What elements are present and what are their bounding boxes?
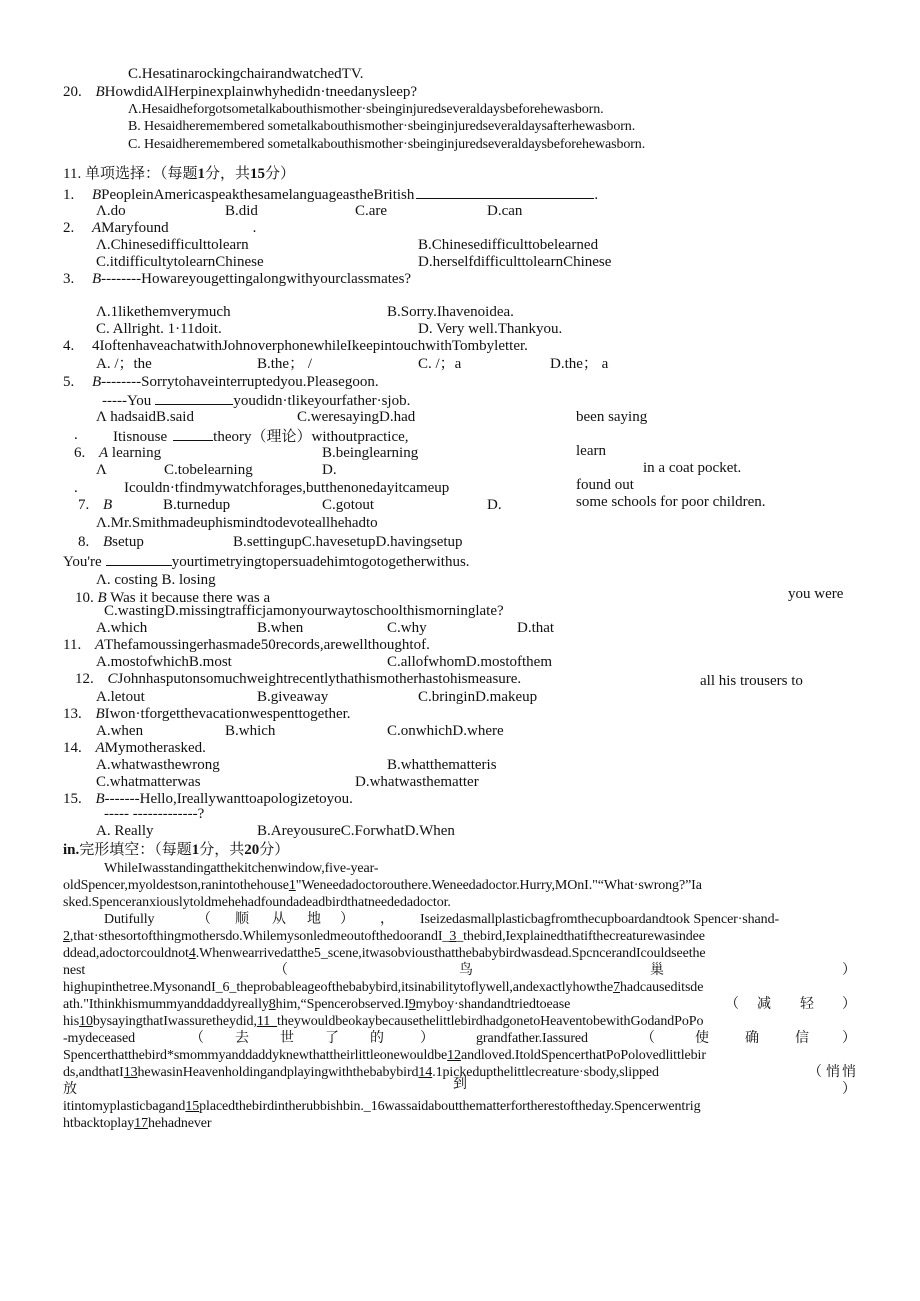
q2-option-b: B.Chinesedifficulttobelearned [418, 237, 599, 253]
cloze-text: his [63, 1014, 80, 1029]
heading-text: 11. 单项选择：（每题 [63, 166, 198, 182]
cloze-text: oldSpencer,myoldestson,ranintothehouse [63, 878, 289, 893]
q4-option-d: D.the； a [550, 356, 609, 372]
cloze-line-2 [63, 877, 702, 894]
q8-number: 8. [78, 534, 90, 550]
cloze-gloss: 巢 [650, 963, 664, 978]
q3-option-d: D. Very well.Thankyou. [418, 321, 563, 337]
cloze-text: ds,andthatI [63, 1065, 124, 1080]
cloze-blank-11: 11_ [256, 1014, 278, 1029]
section-2-heading [63, 166, 295, 183]
q1-end: . [594, 187, 599, 203]
cloze-line-8 [63, 979, 703, 996]
q6-number: 6. [74, 445, 86, 461]
q12-answer-key: C [107, 671, 118, 687]
answer-blank [155, 391, 233, 405]
q2-stem: Maryfound [101, 220, 169, 236]
q8-option-a: setup [112, 534, 144, 550]
cloze-gloss: ） [842, 1031, 856, 1046]
heading-text: 分） [264, 166, 295, 182]
cloze-text: htbacktoplay [63, 1116, 135, 1131]
q15-stem: -------Hello,Ireallywanttoapologizetoyou. [104, 791, 353, 807]
cloze-gloss: 放 [63, 1082, 77, 1097]
cloze-gloss: （ [190, 1031, 204, 1046]
cloze-blank-12: 12 [447, 1048, 461, 1063]
cloze-gloss: ） [842, 1082, 856, 1097]
heading-text: 分，共 [204, 166, 250, 182]
q6-stem: theory（理论）withoutpractice, [213, 429, 409, 445]
q7-tail-2: found out [576, 477, 634, 493]
cloze-gloss: （ [274, 963, 288, 978]
q12-tail: all his trousers to [700, 673, 803, 689]
q4-number: 4. [63, 338, 75, 354]
q5-option-ab: Λ hadsaidB.said [96, 409, 194, 425]
q20-option-a: Λ.Hesaidheforgotsometalkabouthismother·sbeinginjuredseveraldaysbeforehewasborn. [128, 102, 604, 117]
cloze-line-10 [63, 1013, 703, 1030]
q14-stem-line [63, 740, 206, 757]
q12-option-b: B.giveaway [257, 689, 329, 705]
q13-number: 13. [63, 706, 82, 722]
cloze-gloss: ） [340, 912, 354, 927]
q2-option-d: D.herselfdifficulttolearnChinese [418, 254, 612, 270]
q8-tail: some schools for poor children. [576, 494, 766, 510]
cloze-blank-15: 15 [185, 1099, 200, 1114]
cloze-text: him,“Spencerobserved.I [275, 997, 409, 1012]
q7-option-c: C.gotout [322, 497, 375, 513]
cloze-line-16 [63, 1115, 211, 1132]
q6-stem-line [113, 427, 409, 446]
q4-option-b: B.the； / [257, 356, 312, 372]
cloze-text: bysayingthatIwassuretheydid, [92, 1014, 257, 1029]
q11-option-ab: A.mostofwhichB.most [96, 654, 232, 670]
q3-stem-line [63, 271, 411, 288]
cloze-gloss: ） [842, 963, 856, 978]
q11-stem-line [63, 637, 430, 654]
q19-option-c: C.HesatinarockingchairandwatchedTV. [128, 66, 364, 82]
cloze-text: ath."Ithinkhismummyanddaddyreally [63, 997, 269, 1012]
cloze-gloss: 悄 [842, 1065, 856, 1080]
q3-stem: --------Howareyougettingalongwithyourclassmates? [101, 271, 412, 287]
q7-answer-key: B [103, 497, 113, 513]
q6-stem: Itisnouse [113, 429, 168, 445]
q13-stem: Iwon·tforgetthevacationwespenttogether. [104, 706, 351, 722]
q14-answer-key: A [95, 740, 105, 756]
q10-option-a: A.which [96, 620, 148, 636]
cloze-text: hadcauseditsde [619, 980, 704, 995]
cloze-text: thebird,Iexplainedthatifthecreaturewasindee [463, 929, 705, 944]
cloze-text: andloved.ItoldSpencerthatPoPolovedlittlebir [460, 1048, 706, 1063]
q6-option-c: C.tobelearning [164, 462, 253, 478]
cloze-line-15 [63, 1098, 700, 1115]
q4-stem-line [63, 338, 528, 355]
q15-number: 15. [63, 791, 82, 807]
q8-answer-key: B [103, 534, 113, 550]
cloze-gloss: （ [725, 997, 739, 1012]
q2-stem-line [63, 220, 256, 237]
q4-option-a: A. /；the [96, 356, 152, 372]
cloze-text: ddead,adoctorcouldnot [63, 946, 189, 961]
cloze-blank-2: 2 [63, 929, 70, 944]
q1-option-b: B.did [225, 203, 258, 219]
q5-stem: youdidn·tlikeyourfather·sjob. [233, 393, 411, 409]
q10-stem-2: C.wastingD.missingtrafficjamonyourwaytoschoolthismorninglate? [104, 603, 504, 619]
cloze-text: "Weneedadoctorouthere.Weneedadoctor.Hurry,MOnI."“What·swrong?”Ia [295, 878, 702, 893]
q11-answer-key: A [94, 637, 105, 653]
cloze-line-3: sked.Spenceranxiouslytoldmehehadfoundadeadbirdthatneededadoctor. [63, 895, 451, 910]
q8-line [78, 534, 144, 551]
q13-option-a: A.when [96, 723, 144, 739]
cloze-blank-17: 17 [134, 1116, 148, 1131]
cloze-gloss: 的 [370, 1031, 384, 1046]
q15-reply: ----- -------------? [104, 806, 205, 822]
q9-stem-line [63, 552, 470, 571]
q10-option-b: B.when [257, 620, 304, 636]
cloze-gloss: 鸟 [459, 963, 473, 978]
q10-stem: Was it because there was a [110, 590, 271, 606]
q5-number: 5. [63, 374, 75, 390]
cloze-blank-14: 14 [418, 1065, 433, 1080]
cloze-gloss: ） [842, 997, 856, 1012]
cloze-text: highupinthetree.MysonandI_6_theprobableageofthebabybird,itsinabilitytoflywell,andexactlyhowthe [63, 980, 614, 995]
cloze-line-11a: -mydeceased [63, 1031, 135, 1046]
q9-stem: You're [63, 554, 102, 570]
cloze-text: .Whenwearrivedatthe5_scene,itwasobviousthatthebabybirdwasdead.SpcncerandIcouldseethe [195, 946, 706, 961]
heading-points: 1 [197, 166, 205, 182]
cloze-text: myboy·shandandtriedtoease [415, 997, 571, 1012]
q3-answer-key: B [92, 271, 102, 287]
q10-tail: you were [788, 586, 844, 602]
q20-option-c: C. Hesaidheremembered sometalkabouthismother·sbeinginjuredseveraldaysbeforehewasborn. [128, 137, 646, 152]
q5-answer-key: B [92, 374, 102, 390]
q10-option-c: C.why [387, 620, 427, 636]
q10-answer-key: B [97, 590, 107, 606]
q15-answer-key: B [95, 791, 105, 807]
q2-answer-key: A [92, 220, 102, 236]
cloze-line-5: 2,that·sthesortofthingmothersdo.WhilemysonledmeoutofthedoorandI_3_thebird,Iexplainedthatifthecreaturewasindee [63, 929, 705, 944]
q14-stem: Mymotherasked. [104, 740, 206, 756]
q4-option-c: C. /；a [418, 356, 462, 372]
heading-text: 分，共 [199, 842, 245, 858]
cloze-gloss: 信 [795, 1031, 809, 1046]
cloze-gloss: 顺 [235, 912, 249, 927]
q9-stem: yourtimetryingtopersuadehimtogotogetherwithus. [171, 554, 470, 570]
cloze-line-11b: grandfather.Iassured [476, 1031, 588, 1046]
q2-option-c: C.itdifficultytolearnChinese [96, 254, 264, 270]
cloze-gloss: ， [380, 912, 394, 927]
cloze-gloss: 到 [453, 1077, 467, 1092]
cloze-line-9 [63, 996, 570, 1013]
q6-label-a: Λ [96, 462, 107, 478]
q6-line [74, 445, 161, 462]
cloze-blank-9: 9 [408, 997, 416, 1012]
q5-option-cd: C.weresayingD.had [297, 409, 416, 425]
cloze-line-4a: Dutifully [104, 912, 155, 927]
cloze-gloss: （ [641, 1031, 655, 1046]
cloze-text: hewasinHeavenholdingandplayingwiththebabybird [137, 1065, 419, 1080]
cloze-text: placedthebirdintherubbishbin._16wassaidaboutthematterfortherestoftheday.Spencerwentrig [199, 1099, 701, 1114]
q12-stem: Johnhasputonsomuchweightrecentlythathismotherhastohismeasure. [117, 671, 522, 687]
q12-number: 12. [75, 671, 94, 687]
q6-option-a: learning [111, 445, 162, 461]
q20-answer-key: B [95, 84, 105, 100]
answer-blank [173, 427, 213, 441]
q13-option-b: B.which [225, 723, 276, 739]
q14-option-b: B.whatthematteris [387, 757, 497, 773]
q7-stem: Icouldn·tfindmywatchforages,butthenonedayitcameup [124, 480, 450, 496]
cloze-gloss: 使 [695, 1031, 709, 1046]
q2-option-a: Λ.Chinesedifficulttolearn [96, 237, 249, 253]
q3-option-b: B.Sorry.Ihavenoidea. [387, 304, 514, 320]
q11-stem: Thefamoussingerhasmade50records,arewellthoughtof. [104, 637, 430, 653]
cloze-blank-1: 1 [288, 878, 296, 893]
q12-option-a: A.letout [96, 689, 145, 705]
cloze-text: ,that·sthesortofthingmothersdo.WhilemysonledmeoutofthedoorandI [69, 929, 443, 944]
heading-text: 完形填空：（每题 [79, 842, 192, 858]
q7-dot: . [74, 480, 78, 496]
cloze-gloss: 轻 [800, 997, 814, 1012]
q6-option-b: B.beinglearning [322, 445, 419, 461]
cloze-line-1: WhileIwasstandingatthekitchenwindow,five-year- [104, 861, 379, 876]
q1-option-c: C.are [355, 203, 388, 219]
q1-number: 1. [63, 187, 75, 203]
q3-option-a: Λ.1likethemverymuch [96, 304, 231, 320]
q1-option-a: Λ.do [96, 203, 126, 219]
answer-blank [106, 552, 172, 566]
q6-dot: . [74, 427, 78, 443]
q1-stem: PeopleinAmericaspeakthesamelanguageastheBritish [101, 187, 415, 203]
cloze-gloss: 世 [280, 1031, 294, 1046]
q7-number: 7. [78, 497, 90, 513]
cloze-line-4b: Iseizedasmallplasticbagfromthecupboardandtook Spencer·shand- [420, 912, 780, 927]
q14-option-a: A.whatwasthewrong [96, 757, 220, 773]
heading-total: 15 [249, 166, 265, 182]
q20-option-b: B. Hesaidheremembered sometalkabouthismother·sbeinginjuredseveraldaysafterhewasborn. [128, 119, 636, 134]
q5-stem-line [63, 374, 379, 391]
cloze-text: itintomyplasticbagand [63, 1099, 186, 1114]
q3-option-c: C. Allright. 1·11doit. [96, 321, 222, 337]
cloze-gloss: 地 [307, 912, 321, 927]
q6-option-d: D. [322, 462, 337, 478]
cloze-blank-3: 3 [449, 929, 457, 944]
q3-number: 3. [63, 271, 75, 287]
cloze-text: .1pickedupthelittlecreature·sbody,slipped [432, 1065, 659, 1080]
cloze-blank-13: 13 [123, 1065, 138, 1080]
cloze-gloss: 去 [235, 1031, 249, 1046]
q10-option-d: D.that [517, 620, 555, 636]
q20-stem: HowdidAlHerpinexplainwhyhedidn·tneedanysleep? [104, 84, 418, 100]
q8-stem: Λ.Mr.Smithmadeuphismindtodevoteallhehadto [96, 515, 378, 531]
q7-option-d: D. [487, 497, 502, 513]
cloze-gloss: 了 [325, 1031, 339, 1046]
q10-number: 10. [75, 590, 94, 606]
q20-number: 20. [63, 84, 82, 100]
q15-option-a: A. Really [96, 823, 154, 839]
heading-text: in. [63, 842, 80, 858]
q11-option-cd: C.allofwhomD.mostofthem [387, 654, 552, 670]
q5-stem: -----You [102, 393, 152, 409]
q14-number: 14. [63, 740, 82, 756]
section-3-heading [63, 842, 289, 859]
q8-options: B.settingupC.havesetupD.havingsetup [233, 534, 463, 550]
q13-option-cd: C.onwhichD.where [387, 723, 504, 739]
cloze-blank-7: 7 [613, 980, 620, 995]
q13-answer-key: B [95, 706, 105, 722]
cloze-blank-10: 10 [79, 1014, 93, 1029]
q1-stem-line [63, 185, 598, 204]
q6-option-d-tail: learn [576, 443, 606, 459]
cloze-gloss: （ [197, 912, 211, 927]
q11-number: 11. [63, 637, 82, 653]
q7-tail-1: in a coat pocket. [643, 460, 742, 476]
cloze-blank-4: 4 [188, 946, 196, 961]
heading-text: 分） [259, 842, 290, 858]
heading-total: 20 [244, 842, 260, 858]
q1-answer-key: B [92, 187, 102, 203]
q5-option-d-tail: been saying [576, 409, 648, 425]
q5-stem: --------Sorrytohaveinterruptedyou.Pleasegoon. [101, 374, 379, 390]
q6-answer-key: A [99, 445, 109, 461]
q5-stem-line-2 [102, 391, 410, 410]
cloze-gloss: 从 [272, 912, 286, 927]
q13-stem-line [63, 706, 351, 723]
q2-end: . [252, 220, 257, 236]
cloze-blank-8: 8 [268, 997, 276, 1012]
cloze-gloss: 悄 [826, 1065, 840, 1080]
cloze-gloss: 减 [757, 997, 771, 1012]
cloze-line-6 [63, 945, 706, 962]
q12-stem-line [75, 671, 521, 688]
cloze-text: Spencerthatthebird*smommyanddaddyknewthattheirlittleonewouldbe [63, 1048, 448, 1063]
q7-option-b: B.turnedup [163, 497, 231, 513]
heading-points: 1 [191, 842, 200, 858]
cloze-gloss: （ [808, 1065, 822, 1080]
q1-option-d: D.can [487, 203, 523, 219]
cloze-gloss: 确 [745, 1031, 759, 1046]
q15-option-bcd: B.AreyousureC.ForwhatD.When [257, 823, 455, 839]
q14-option-d: D.whatwasthematter [355, 774, 479, 790]
q2-number: 2. [63, 220, 75, 236]
q12-option-cd: C.bringinD.makeup [418, 689, 538, 705]
cloze-text: hehadnever [147, 1116, 212, 1131]
q9-options: Λ. costing B. losing [96, 572, 216, 588]
q7-line [78, 497, 112, 514]
cloze-line-7a: nest [63, 963, 86, 978]
cloze-gloss: ） [420, 1031, 434, 1046]
cloze-text: theywouldbeokaybecausethelittlebirdhadgonetoHeaventobewithGodandPoPo [277, 1014, 704, 1029]
q14-option-c: C.whatmatterwas [96, 774, 201, 790]
cloze-line-13 [63, 1064, 659, 1081]
q20-question [63, 84, 417, 101]
cloze-line-12 [63, 1047, 706, 1064]
answer-blank [416, 185, 594, 199]
q4-stem: 4IoftenhaveachatwithJohnoverphonewhileIkeepintouchwithTombyletter. [92, 338, 528, 354]
